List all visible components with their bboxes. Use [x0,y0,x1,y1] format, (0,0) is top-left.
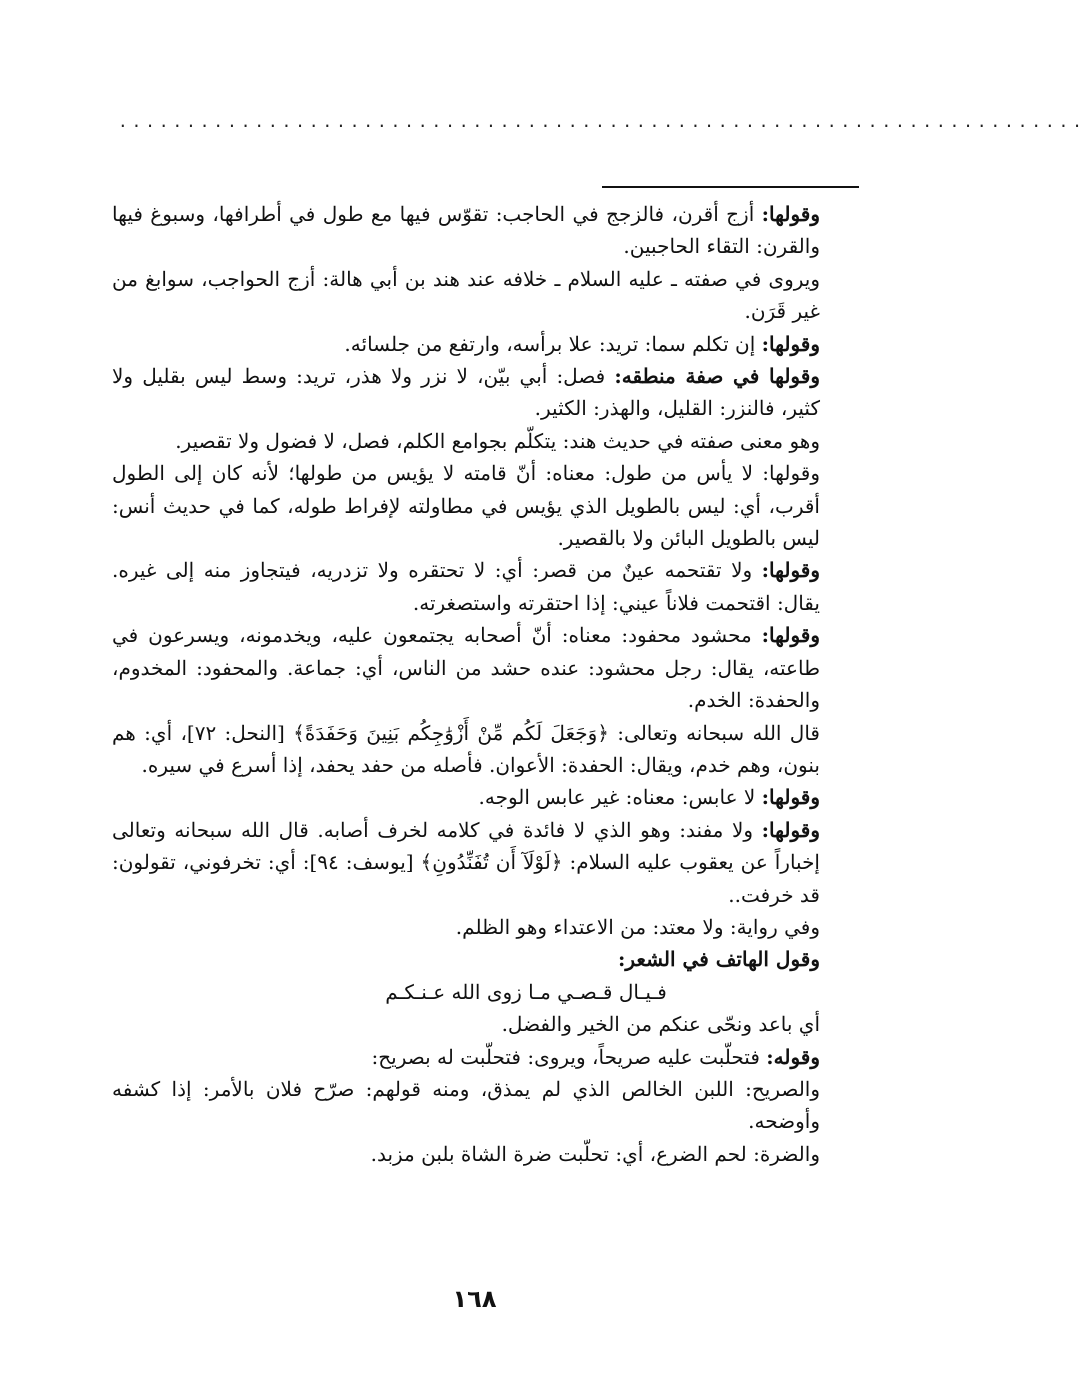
paragraph-text: والضرة: لحم الضرع، أي: تحلّبت ضرة الشاة بلبن مزبد. [370,1141,820,1166]
paragraph-text: قال الله سبحانه وتعالى: ﴿وَجَعَلَ لَكُم مِّنْ أَزْوَٰجِكُم بَنِينَ وَحَفَدَةً﴾ [النحل: ٧٢]، أي: هم بنون، وهم خدم، ويقال: الحفدة: الأعوان. فأصله من حفد يحفد، إذا أسرع في سيره. [112,720,820,777]
paragraph-text: أي باعد ونحّى عنكم من الخير والفضل. [501,1012,820,1037]
paragraph [112,457,820,554]
page-body [112,198,820,1170]
paragraph-text: ويروى في صفته ـ عليه السلام ـ خلافه عند هند بن أبي هالة: أزج الحواجب، سوابغ من غير قَرَن. [112,266,820,324]
paragraph-text: أزج أقرن، فالزجج في الحاجب: تقوّس فيها مع طول في أطرافها، وسبوغ فيها والقرن: التقاء الحاجبين. [112,202,820,259]
paragraph-text: محشود محفود: معناه: أنّ أصحابه يجتمعون عليه، ويخدمونه، ويسرعون في طاعته، يقال: رجل محشود: عنده حشد من الناس، أي: جماعة. والمحفود: المخدوم، والحفدة: الخدم. [112,623,820,713]
paragraph-lead: وقولها في صفة منطقه: [614,364,820,389]
paragraph-lead: وقوله: [766,1044,820,1069]
footnote-rule [602,186,859,188]
paragraph [112,198,820,263]
paragraph-text: ولا تقتحمه عينٌ من قصر: أي: لا تحتقره ولا تزدريه، فيتجاوز منه إلى غيره. يقال: اقتحمت فلاناً عيني: إذا احتقرته واستصغرته. [112,558,820,615]
paragraph-text: وقولها: لا يأس من طول: معناه: أنّ قامته لا يؤيس من طولها؛ لأنه كان إلى الطول أقرب، أي: ليس بالطويل الذي يؤيس في مطاولته لإفراط طوله، كما في حديث أنس: ليس بالطويل البائن ولا بالقصير. [112,461,820,551]
paragraph [112,1073,820,1138]
paragraph [112,1138,820,1170]
paragraph-lead: وقولها: [761,202,820,226]
paragraph-lead: وقول الهاتف في الشعر: [618,947,820,972]
paragraph-text: والصريح: اللبن الخالص الذي لم يمذق، ومنه قولهم: صرّح فلان بالأمر: إذا كشفه وأوضحه. [112,1076,820,1134]
paragraph [112,554,820,619]
page-number: ١٦٨ [452,1285,497,1313]
paragraph-text: فتحلّبت عليه صريحاً، ويروى: فتحلّبت له بصريح: [371,1044,767,1069]
paragraph-lead: وقولها: [761,785,820,810]
paragraph [112,360,820,425]
paragraph-lead: وقولها: [761,331,820,356]
paragraph [112,814,820,911]
header-dotted-line: ....................................................................... [118,112,1086,131]
paragraph [112,425,820,457]
paragraph-lead: وقولها: [761,558,820,583]
paragraph [112,943,820,975]
paragraph [112,619,820,716]
paragraph-text: فصل: أبي بيّن، لا نزر ولا هذر، تريد: وسط ليس بقليل ولا كثير، فالنزر: القليل، والهذر: الكثير. [112,364,820,421]
paragraph [112,781,820,813]
paragraph-lead: وقولها: [761,817,820,842]
paragraph-lead: وقولها: [761,623,820,648]
paragraph-text: لا عابس: معناه: غير عابس الوجه. [478,785,762,810]
paragraph [112,911,820,943]
poetry-verse: فـيـال قـصـي مـا زوى الله عـنـكـم [385,979,667,1004]
paragraph-text: إن تكلم سما: تريد: علا برأسه، وارتفع من جلسائه. [344,331,762,356]
paragraph [112,328,820,360]
paragraph [112,717,820,782]
paragraph [112,263,820,328]
paragraph-text: وهو معنى صفته في حديث هند: يتكلّم بجوامع الكلم، فصل، لا فضول ولا تقصير. [175,428,820,453]
paragraph-text: وفي رواية: ولا معتد: من الاعتداء وهو الظلم. [455,914,820,939]
paragraph-text: ولا مفند: وهو الذي لا فائدة في كلامه لخرف أصابه. قال الله سبحانه وتعالى إخباراً عن يعقوب عليه السلام: ﴿لَوْلَآ أَن تُفَنِّدُونِ﴾ [يوسف: ٩٤]: أي: تخرفوني، تقولون: قد خرفت.. [112,817,820,907]
paragraph [112,1041,820,1073]
paragraph [112,1008,820,1040]
